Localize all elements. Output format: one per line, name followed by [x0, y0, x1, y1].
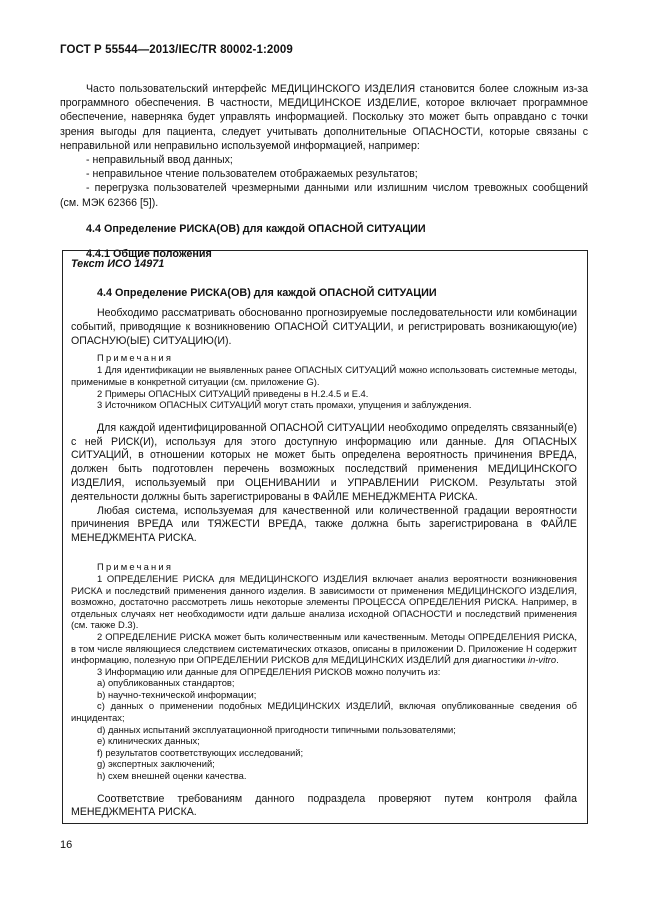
- list-item: - перегрузка пользователей чрезмерными данными или излишним числом тревожных сообщений (см. МЭК 62366 [5]).: [60, 182, 588, 209]
- note-sub-item: h) схем внешней оценки качества.: [97, 770, 247, 782]
- frame-paragraph: Необходимо рассматривать обоснованно прогнозируемые последовательности или комбинации событий, приводящие к возникновению ОПАСНОЙ СИТУАЦИИ, и регистрировать возникающую(ие) ОПАСНУЮ(ЫЕ) СИТУАЦИЮ(И).: [71, 307, 577, 347]
- page-header: ГОСТ Р 55544—2013/IEC/TR 80002-1:2009: [60, 44, 293, 56]
- note-sub-item: e) клинических данных;: [97, 735, 200, 747]
- note-item: 1 Для идентификации не выявленных ранее ОПАСНЫХ СИТУАЦИЙ можно использовать системные методы, применимые в конкретной ситуации (см. приложение G).: [71, 364, 577, 387]
- intro-paragraph: Часто пользовательский интерфейс МЕДИЦИНСКОГО ИЗДЕЛИЯ становится более сложным из-за программного обеспечения. В частности, МЕДИЦИНСКОЕ ИЗДЕЛИЕ, которое включает программное обеспечение, наверняка будет управлять информацией. Поскольку это может быть оправдано с точки зрения выгоды для пациента, следует учитывать дополнительные ОПАСНОСТИ, которые связаны с неправильной или неправильно используемой информацией, например:: [60, 83, 588, 152]
- notes-heading: Примечания: [97, 560, 174, 572]
- notes-heading: Примечания: [97, 352, 174, 364]
- note-item: 2 Примеры ОПАСНЫХ СИТУАЦИЙ приведены в Н.2.4.5 и Е.4.: [97, 387, 369, 399]
- frame-title: Текст ИСО 14971: [71, 258, 165, 270]
- frame-paragraph: Для каждой идентифицированной ОПАСНОЙ СИТУАЦИИ необходимо определять связанный(е) с ней РИСК(И), используя для этого доступную информацию или данные. Для ОПАСНЫХ СИТУАЦИЙ, в отношении которых не может быть определена вероятность причинения ВРЕДА, должен быть подготовлен перечень возможных последствий применения МЕДИЦИНСКОГО ИЗДЕЛИЯ, используемый при ОЦЕНИВАНИИ и УПРАВЛЕНИИ РИСКОМ. Результаты этой деятельности должны быть зарегистрированы в ФАЙЛЕ МЕНЕДЖМЕНТА РИСКА.: [71, 421, 577, 503]
- list-item: - неправильный ввод данных;: [86, 154, 233, 167]
- note-sub-item: a) опубликованных стандартов;: [97, 677, 235, 689]
- section-heading-4-4-1: 4.4.1 Общие положения: [86, 247, 212, 260]
- section-heading-4-4: 4.4 Определение РИСКА(ОВ) для каждой ОПАСНОЙ СИТУАЦИИ: [86, 222, 426, 235]
- page-number: 16: [60, 839, 73, 851]
- note-item: 3 Информацию или данные для ОПРЕДЕЛЕНИЯ РИСКОВ можно получить из:: [97, 665, 441, 677]
- note-item: [71, 631, 577, 666]
- note-sub-item: g) экспертных заключений;: [97, 758, 215, 770]
- note-text: .: [556, 654, 559, 666]
- frame-paragraph: Любая система, используемая для качественной или количественной градации вероятности причинения ВРЕДА или ТЯЖЕСТИ ВРЕДА, также должна быть зарегистрирована в ФАЙЛЕ МЕНЕДЖМЕНТА РИСКА.: [71, 504, 577, 545]
- note-item: 1 ОПРЕДЕЛЕНИЕ РИСКА для МЕДИЦИНСКОГО ИЗДЕЛИЯ включает анализ вероятности возникновения РИСКА и последствий применения данного изделия. В зависимости от применения МЕДИЦИНСКОГО ИЗДЕЛИЯ, возможно, достаточно рассмотреть лишь некоторые элементы ПРОЦЕССА ОПРЕДЕЛЕНИЯ РИСКА. Например, в отдельных случаях нет необходимости идти дальше анализа исходной ОПАСНОСТИ и последствий применения (см. также D.3).: [71, 572, 577, 631]
- frame-paragraph: Соответствие требованиям данного подраздела проверяют путем контроля файла МЕНЕДЖМЕНТА РИСКА.: [71, 792, 577, 819]
- note-italic-term: in-vitro: [528, 654, 557, 666]
- note-sub-item: b) научно-технической информации;: [97, 688, 257, 700]
- quoted-standard-frame: [62, 250, 588, 824]
- intro-section: [60, 82, 588, 261]
- note-sub-item: d) данных испытаний эксплуатационной пригодности типичными пользователями;: [97, 723, 456, 735]
- frame-heading: 4.4 Определение РИСКА(ОВ) для каждой ОПАСНОЙ СИТУАЦИИ: [97, 287, 437, 299]
- note-item: 3 Источником ОПАСНЫХ СИТУАЦИЙ могут стать промахи, упущения и заблуждения.: [97, 399, 472, 411]
- note-sub-item: f) результатов соответствующих исследований;: [97, 746, 304, 758]
- note-text: 2 ОПРЕДЕЛЕНИЕ РИСКА может быть количественным или качественным. Методы ОПРЕДЕЛЕНИЯ РИСКА, в том числе являющиеся следствием систематических отказов, описаны в приложении D. Приложение Н содержит информацию, полезную при ОПРЕДЕЛЕНИИ РИСКОВ для МЕДИЦИНСКИХ ИЗДЕЛИЙ для диагностики: [71, 630, 577, 666]
- note-sub-item: c) данных о применении подобных МЕДИЦИНСКИХ ИЗДЕЛИЙ, включая опубликованные сведения об инцидентах;: [71, 700, 577, 724]
- list-item: - неправильное чтение пользователем отображаемых результатов;: [86, 168, 418, 181]
